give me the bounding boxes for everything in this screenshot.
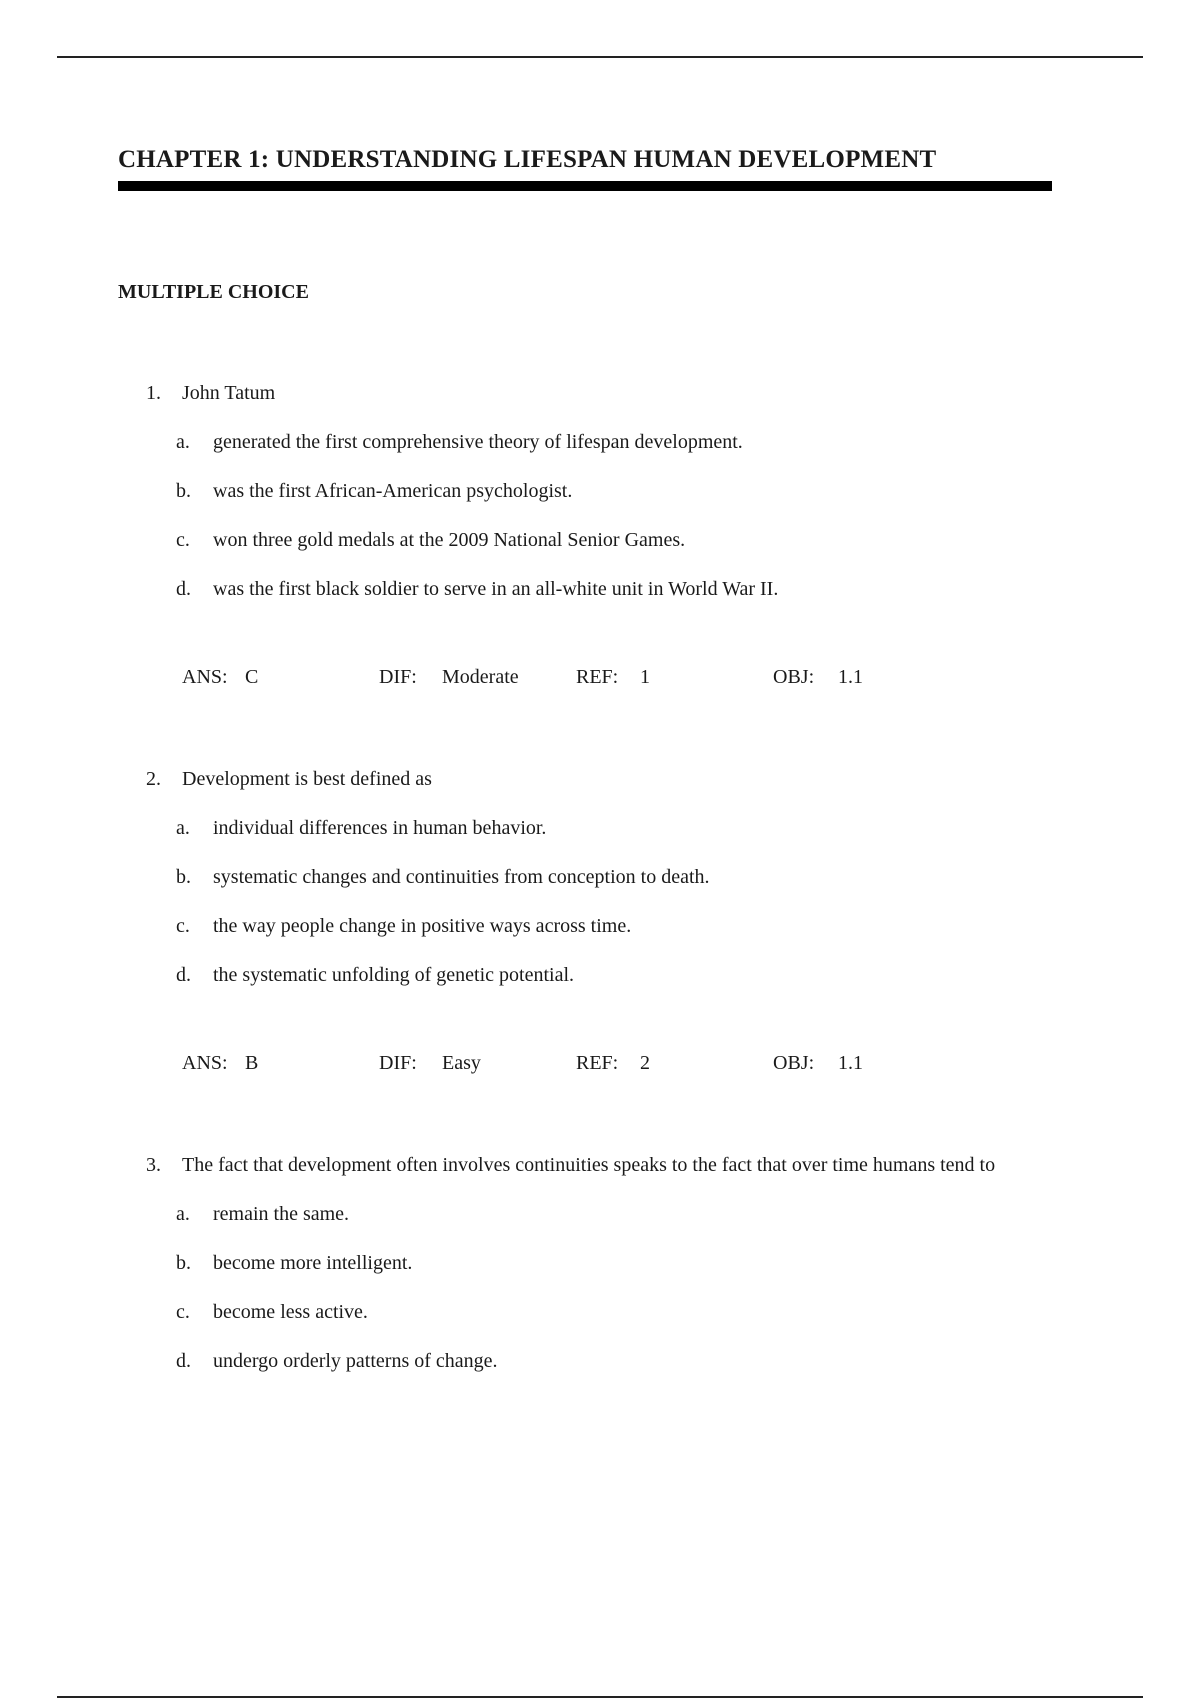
obj-label: OBJ: <box>773 1052 815 1074</box>
ref-label: REF: <box>576 666 619 688</box>
answer-options <box>146 813 1026 990</box>
dif-value: Easy <box>442 1052 481 1074</box>
option-text: the systematic unfolding of genetic potential. <box>213 964 575 986</box>
question-3 <box>146 1150 1026 1376</box>
chapter-title: CHAPTER 1: UNDERSTANDING LIFESPAN HUMAN DEVELOPMENT <box>118 146 937 173</box>
obj-label: OBJ: <box>773 666 815 688</box>
option-text: the way people change in positive ways across time. <box>213 915 632 937</box>
option-letter: b. <box>176 866 191 888</box>
answer-option-b <box>146 1248 1026 1278</box>
answer-option-b <box>146 862 1026 892</box>
option-letter: c. <box>176 1301 190 1323</box>
question-number: 1. <box>146 382 161 404</box>
option-letter: b. <box>176 480 191 502</box>
answer-option-a <box>146 813 1026 843</box>
obj-value: 1.1 <box>838 666 863 688</box>
ref-value: 1 <box>640 666 650 688</box>
option-text: systematic changes and continuities from conception to death. <box>213 866 710 888</box>
answer-option-d <box>146 960 1026 990</box>
answer-options <box>146 1199 1026 1376</box>
question-stem <box>146 764 1026 794</box>
ref-label: REF: <box>576 1052 619 1074</box>
ans-value: B <box>245 1052 259 1074</box>
obj-value: 1.1 <box>838 1052 863 1074</box>
dif-label: DIF: <box>379 1052 417 1074</box>
dif-label: DIF: <box>379 666 417 688</box>
chapter-title-underline <box>118 181 1052 191</box>
section-heading: MULTIPLE CHOICE <box>118 281 309 303</box>
question-number: 2. <box>146 768 161 790</box>
answer-option-d <box>146 574 1026 604</box>
question-stem <box>146 378 1026 408</box>
option-letter: d. <box>176 578 191 600</box>
option-letter: c. <box>176 915 190 937</box>
answer-option-c <box>146 911 1026 941</box>
question-text: John Tatum <box>182 382 276 404</box>
ans-value: C <box>245 666 259 688</box>
option-text: become less active. <box>213 1301 368 1323</box>
option-letter: d. <box>176 964 191 986</box>
option-text: was the first African-American psychologist. <box>213 480 573 502</box>
question-text: The fact that development often involves continuities speaks to the fact that over time humans tend to <box>182 1154 996 1176</box>
option-text: remain the same. <box>213 1203 350 1225</box>
answer-option-a <box>146 427 1026 457</box>
option-text: was the first black soldier to serve in an all-white unit in World War II. <box>213 578 779 600</box>
answer-metadata <box>146 1048 1026 1078</box>
option-letter: a. <box>176 431 190 453</box>
answer-option-b <box>146 476 1026 506</box>
question-number: 3. <box>146 1154 161 1176</box>
option-letter: d. <box>176 1350 191 1372</box>
option-text: generated the first comprehensive theory of lifespan development. <box>213 431 743 453</box>
question-1 <box>146 378 1026 692</box>
question-text: Development is best defined as <box>182 768 432 790</box>
answer-option-a <box>146 1199 1026 1229</box>
answer-option-c <box>146 525 1026 555</box>
option-letter: c. <box>176 529 190 551</box>
ans-label: ANS: <box>182 1052 228 1074</box>
answer-option-c <box>146 1297 1026 1327</box>
question-2 <box>146 764 1026 1078</box>
question-stem <box>146 1150 1026 1180</box>
option-letter: a. <box>176 1203 190 1225</box>
ans-label: ANS: <box>182 666 228 688</box>
option-text: undergo orderly patterns of change. <box>213 1350 498 1372</box>
option-text: won three gold medals at the 2009 National Senior Games. <box>213 529 686 551</box>
page-bottom-rule <box>57 1696 1143 1698</box>
ref-value: 2 <box>640 1052 650 1074</box>
page-top-rule <box>57 56 1143 58</box>
option-text: become more intelligent. <box>213 1252 413 1274</box>
answer-metadata <box>146 662 1026 692</box>
answer-option-d <box>146 1346 1026 1376</box>
option-letter: a. <box>176 817 190 839</box>
dif-value: Moderate <box>442 666 519 688</box>
option-letter: b. <box>176 1252 191 1274</box>
answer-options <box>146 427 1026 604</box>
option-text: individual differences in human behavior. <box>213 817 547 839</box>
